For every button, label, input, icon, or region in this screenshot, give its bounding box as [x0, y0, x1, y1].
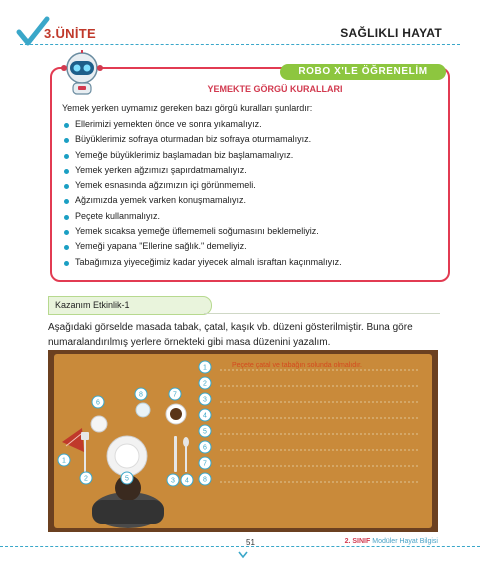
book-name: Modüler Hayat Bilgisi [370, 538, 438, 545]
scene-number-6: 6 [96, 399, 100, 407]
glass-icon [136, 403, 150, 417]
list-item: Yemeği yapana "Ellerine sağlık." demeliyiz. [62, 239, 342, 254]
list-item: Büyüklerimiz sofraya oturmadan biz sofraya oturmamalıyız. [62, 132, 342, 147]
robot-icon [60, 50, 104, 96]
rules-title: YEMEKTE GÖRGÜ KURALLARI [207, 84, 343, 94]
example-answer: Peçete çatal ve tabağın solunda olmalıdır. [232, 362, 362, 369]
header-divider [20, 44, 460, 45]
scene-number-7: 7 [173, 391, 177, 399]
rules-list [62, 117, 342, 270]
grade-label: 2. SINIF [344, 538, 371, 545]
activity-paragraph: Aşağıdaki görselde masada tabak, çatal, kaşık vb. düzeni gösterilmiştir. Buna göre numaralandırılmış yerlere örnekteki gibi masa düzenini yazalım. [48, 322, 413, 348]
scene-number-1: 1 [62, 457, 66, 465]
scene-number-2: 2 [84, 475, 88, 483]
scene-number-5: 5 [125, 475, 129, 483]
plate-icon [107, 436, 147, 476]
list-item: Yemek yerken ağzımızı şapırdatmamalıyız. [62, 163, 342, 178]
list-item: Ağzımızda yemek varken konuşmamalıyız. [62, 193, 342, 208]
list-item: Ellerimizi yemekten önce ve sonra yıkamalıyız. [62, 117, 342, 132]
activity-tab: Kazanım Etkinlik-1 [48, 296, 212, 315]
knife-icon [174, 436, 177, 472]
cup-icon [166, 404, 186, 424]
answer-number-7: 7 [203, 460, 207, 468]
answer-number-1: 1 [203, 364, 207, 372]
answer-number-2: 2 [203, 380, 207, 388]
table-setting-illustration [48, 350, 438, 532]
scene-number-8: 8 [139, 391, 143, 399]
small-plate-icon [91, 416, 107, 432]
chevron-down-icon [238, 551, 248, 559]
subject-label: SAĞLIKLI HAYAT [340, 26, 442, 40]
answer-number-5: 5 [203, 428, 207, 436]
list-item: Tabağımıza yiyeceğimiz kadar yiyecek almalı israftan kaçınmalıyız. [62, 255, 342, 270]
footer-divider [0, 546, 480, 547]
answer-number-3: 3 [203, 396, 207, 404]
robo-tab: ROBO X'LE ÖĞRENELİM [280, 64, 446, 80]
activity-divider [204, 313, 440, 314]
scene-number-3: 3 [171, 477, 175, 485]
rules-intro: Yemek yerken uymamız gereken bazı görgü kuralları şunlardır: [62, 103, 313, 113]
book-title [345, 538, 438, 545]
answer-number-8: 8 [203, 476, 207, 484]
list-item: Yemek sıcaksa yemeğe üflememeli soğumasını beklemeliyiz. [62, 224, 342, 239]
scene-number-4: 4 [185, 477, 189, 485]
list-item: Yemeğe büyüklerimiz başlamadan biz başlamamalıyız. [62, 148, 342, 163]
page-number: 51 [246, 538, 255, 547]
answer-number-6: 6 [203, 444, 207, 452]
list-item: Peçete kullanmalıyız. [62, 209, 342, 224]
answer-number-4: 4 [203, 412, 207, 420]
unit-label: 3.ÜNİTE [44, 26, 96, 41]
list-item: Yemek esnasında ağzımızın içi görünmemeli. [62, 178, 342, 193]
